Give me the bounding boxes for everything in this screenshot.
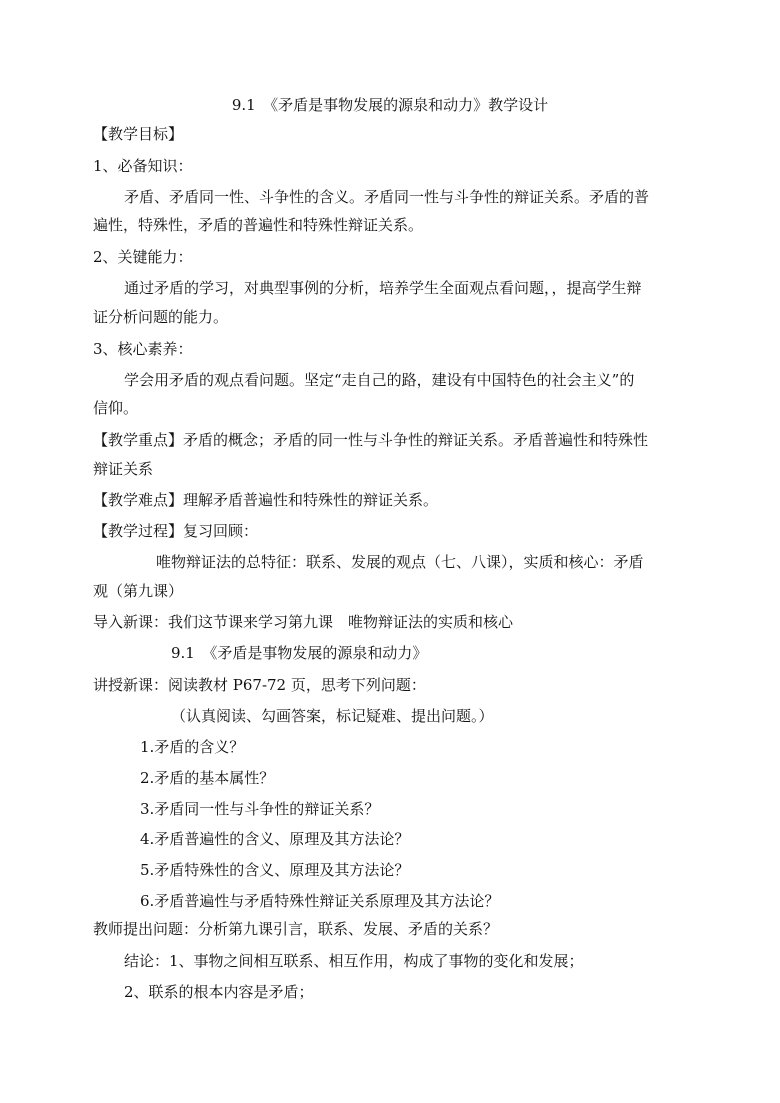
knowledge-text-line1: 矛盾、矛盾同一性、斗争性的含义。矛盾同一性与斗争性的辩证关系。矛盾的普 xyxy=(124,188,650,206)
reading-instruction: （认真阅读、勾画答案，标记疑难、提出问题。） xyxy=(171,707,494,725)
question-item: 1.矛盾的含义？ xyxy=(140,738,245,756)
question-item: 6.矛盾普遍性与矛盾特殊性辩证关系原理及其方法论？ xyxy=(140,892,500,910)
question-item: 4.矛盾普遍性的含义、原理及其方法论？ xyxy=(140,830,410,848)
document-title: 9.1 《矛盾是事物发展的源泉和动力》教学设计 xyxy=(231,96,549,114)
review-line2: 观（第九课） xyxy=(93,582,184,600)
literacy-text-line1: 学会用矛盾的观点看问题。坚定“走自己的路，建设有中国特色的社会主义”的 xyxy=(124,371,635,389)
question-item: 5.矛盾特殊性的含义、原理及其方法论？ xyxy=(140,861,410,879)
ability-text-line1: 通过矛盾的学习，对典型事例的分析，培养学生全面观点看问题，，提高学生辩 xyxy=(124,279,642,297)
new-lesson-line: 讲授新课：阅读教材 P67-72 页，思考下列问题： xyxy=(93,676,426,694)
ability-text-line2: 证分析问题的能力。 xyxy=(93,308,229,326)
lesson-title: 9.1 《矛盾是事物发展的源泉和动力》 xyxy=(171,644,428,662)
question-item: 2.矛盾的基本属性？ xyxy=(140,769,275,787)
key-points-line2: 辩证关系 xyxy=(93,460,154,478)
literacy-heading: 3、核心素养： xyxy=(93,340,193,358)
conclusion-line2: 2、联系的根本内容是矛盾； xyxy=(124,983,314,1001)
objectives-heading: 【教学目标】 xyxy=(93,125,184,143)
literacy-text-line2: 信仰。 xyxy=(93,399,139,417)
process-heading: 【教学过程】复习回顾： xyxy=(93,522,259,540)
key-points-line1: 【教学重点】矛盾的概念；矛盾的同一性与斗争性的辩证关系。矛盾普遍性和特殊性 xyxy=(93,431,649,449)
difficult-points: 【教学难点】理解矛盾普遍性和特殊性的辩证关系。 xyxy=(93,491,439,509)
knowledge-text-line2: 遍性，特殊性，矛盾的普遍性和特殊性辩证关系。 xyxy=(93,216,424,234)
intro-line: 导入新课：我们这节课来学习第九课 唯物辩证法的实质和核心 xyxy=(93,613,514,631)
conclusion-line1: 结论：1、事物之间相互联系、相互作用，构成了事物的变化和发展； xyxy=(124,952,584,970)
knowledge-heading: 1、必备知识： xyxy=(93,157,193,175)
teacher-question: 教师提出问题：分析第九课引言，联系、发展、矛盾的关系？ xyxy=(93,920,499,938)
ability-heading: 2、关键能力： xyxy=(93,248,193,266)
review-line1: 唯物辩证法的总特征：联系、发展的观点（七、八课），实质和核心：矛盾 xyxy=(156,553,644,571)
question-item: 3.矛盾同一性与斗争性的辩证关系？ xyxy=(140,800,380,818)
